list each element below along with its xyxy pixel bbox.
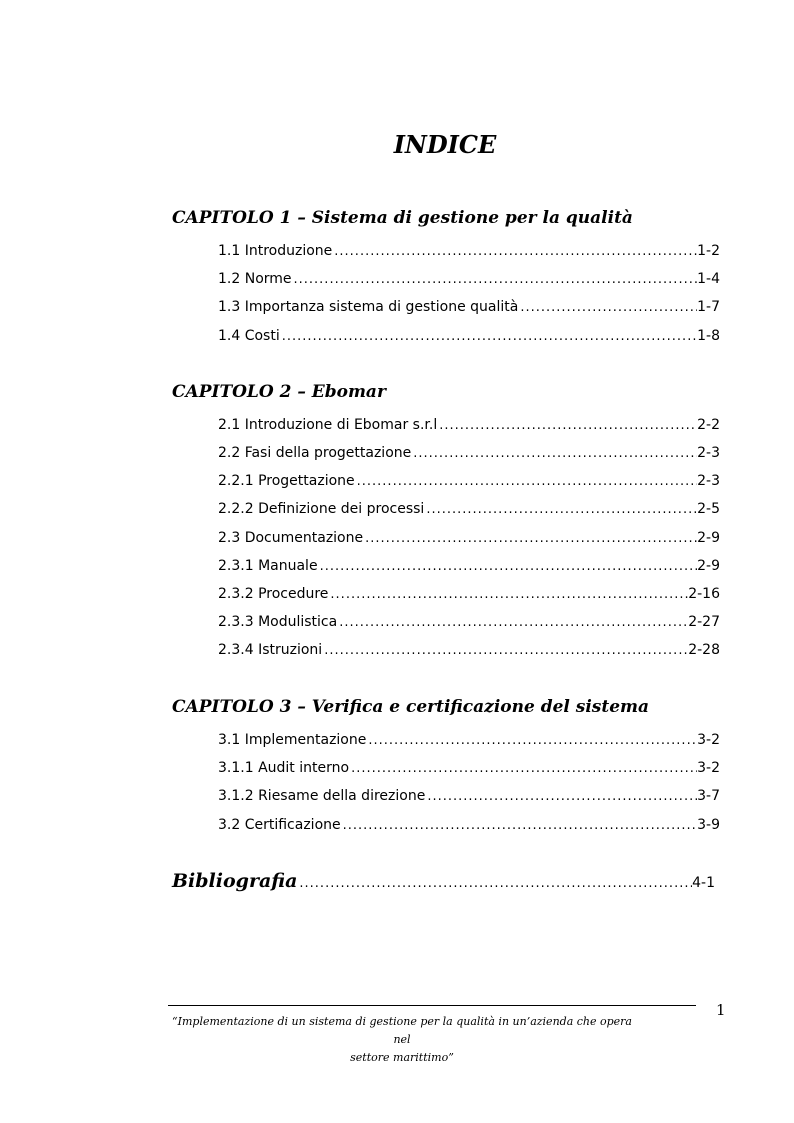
dot-leader: [280, 327, 697, 347]
footer-note: [172, 1013, 632, 1067]
toc-entry-page: 2-27: [688, 614, 720, 630]
toc-entry-label: 2.1 Introduzione di Ebomar s.r.l: [218, 417, 438, 433]
footer-line-1: “Implementazione di un sistema di gestione per la qualità in un’azienda che opera nel: [172, 1015, 632, 1046]
toc-entry[interactable]: [218, 499, 720, 519]
footer-line-2: settore marittimo”: [350, 1051, 454, 1064]
chapter-2-heading: CAPITOLO 2 – Ebomar: [172, 382, 386, 402]
dot-leader: [328, 585, 688, 605]
toc-entry[interactable]: [218, 471, 720, 491]
page-title: INDICE: [393, 130, 497, 159]
dot-leader: [424, 500, 697, 520]
footer-rule: [168, 1005, 696, 1006]
toc-entry-page: 1-8: [697, 328, 720, 344]
toc-entry-label: 2.2 Fasi della progettazione: [218, 445, 412, 461]
toc-entry-page: 2-5: [697, 501, 720, 517]
toc-entry-page: 3-7: [697, 788, 720, 804]
toc-entry-label: 3.1 Implementazione: [218, 732, 367, 748]
dot-leader: [518, 298, 697, 318]
toc-entry-page: 2-2: [697, 417, 720, 433]
dot-leader: [437, 416, 697, 436]
bibliography-page: 4-1: [692, 875, 715, 891]
dot-leader: [297, 874, 692, 894]
dot-leader: [425, 787, 697, 807]
dot-leader: [337, 613, 688, 633]
toc-entry[interactable]: [218, 326, 720, 346]
toc-entry-page: 1-4: [697, 271, 720, 287]
dot-leader: [355, 472, 697, 492]
toc-entry-page: 2-3: [697, 445, 720, 461]
dot-leader: [332, 242, 697, 262]
bibliography-label: Bibliografia: [172, 870, 298, 892]
toc-entry[interactable]: [218, 758, 720, 778]
dot-leader: [322, 641, 688, 661]
toc-entry[interactable]: [218, 443, 720, 463]
toc-entry-label: 1.4 Costi: [218, 328, 280, 344]
dot-leader: [318, 557, 698, 577]
toc-entry-label: 3.1.2 Riesame della direzione: [218, 788, 426, 804]
toc-entry-page: 1-2: [697, 243, 720, 259]
toc-entry-page: 3-9: [697, 817, 720, 833]
toc-entry[interactable]: [218, 815, 720, 835]
toc-entry-page: 2-16: [688, 586, 720, 602]
toc-entry[interactable]: [218, 556, 720, 576]
toc-entry-label: 3.1.1 Audit interno: [218, 760, 350, 776]
dot-leader: [349, 759, 697, 779]
toc-entry-label: 1.1 Introduzione: [218, 243, 333, 259]
toc-entry-page: 2-9: [697, 558, 720, 574]
toc-entry[interactable]: [218, 730, 720, 750]
toc-entry-label: 2.3.3 Modulistica: [218, 614, 338, 630]
page-number: 1: [716, 1001, 726, 1019]
chapter-3-heading: CAPITOLO 3 – Verifica e certificazione del sistema: [172, 697, 650, 717]
toc-entry-page: 2-28: [688, 642, 720, 658]
dot-leader: [363, 529, 697, 549]
dot-leader: [341, 816, 698, 836]
toc-entry-label: 3.2 Certificazione: [218, 817, 341, 833]
toc-entry-page: 1-7: [697, 299, 720, 315]
toc-entry[interactable]: [218, 269, 720, 289]
toc-entry-label: 2.2.1 Progettazione: [218, 473, 355, 489]
toc-entry-page: 2-3: [697, 473, 720, 489]
toc-entry[interactable]: [218, 612, 720, 632]
toc-entry[interactable]: [218, 415, 720, 435]
toc-entry-label: 2.3 Documentazione: [218, 530, 364, 546]
bibliography-entry[interactable]: [172, 871, 715, 891]
toc-entry[interactable]: [218, 241, 720, 261]
toc-entry-label: 2.3.4 Istruzioni: [218, 642, 323, 658]
toc-entry-label: 1.3 Importanza sistema di gestione qualità: [218, 299, 519, 315]
dot-leader: [366, 731, 697, 751]
dot-leader: [411, 444, 697, 464]
toc-entry[interactable]: [218, 297, 720, 317]
toc-entry-page: 3-2: [697, 732, 720, 748]
toc-entry-label: 2.3.1 Manuale: [218, 558, 318, 574]
toc-entry-page: 3-2: [697, 760, 720, 776]
toc-entry-label: 2.2.2 Definizione dei processi: [218, 501, 425, 517]
toc-entry-page: 2-9: [697, 530, 720, 546]
toc-entry[interactable]: [218, 786, 720, 806]
dot-leader: [292, 270, 698, 290]
toc-entry[interactable]: [218, 640, 720, 660]
toc-entry-label: 1.2 Norme: [218, 271, 292, 287]
toc-entry[interactable]: [218, 528, 720, 548]
chapter-1-heading: CAPITOLO 1 – Sistema di gestione per la qualità: [172, 208, 633, 228]
toc-entry[interactable]: [218, 584, 720, 604]
toc-entry-label: 2.3.2 Procedure: [218, 586, 329, 602]
